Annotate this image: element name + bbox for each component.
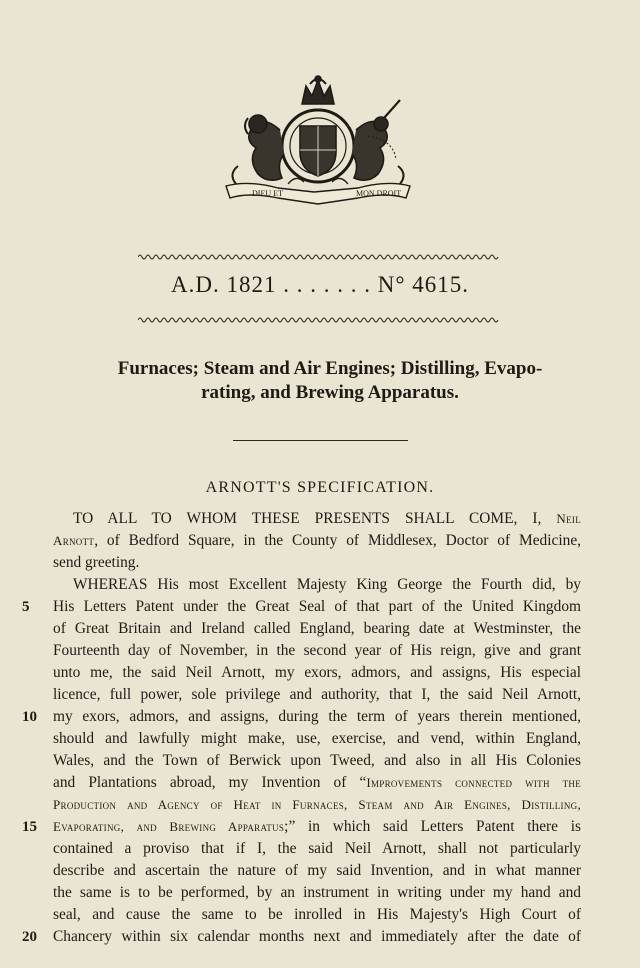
svg-text:MON DROIT: MON DROIT — [356, 189, 402, 198]
body-line-2: Arnott, of Bedford Square, in the County of Middlesex, Doctor of Medicine, — [53, 532, 581, 549]
body-line-8: unto me, the said Neil Arnott, my exors, admors, and assigns, His especial — [53, 664, 581, 681]
body-line-16: contained a proviso that if I, the said Neil Arnott, shall not particularly — [53, 840, 581, 857]
header-leaders: . . . . . . . — [283, 272, 371, 297]
svg-text:DIEU ET: DIEU ET — [252, 189, 283, 198]
ornamental-rule-top — [138, 253, 500, 261]
body-line-6: of Great Britain and Ireland called England, bearing date at Westminster, the — [53, 620, 581, 637]
ornamental-rule-bottom — [138, 316, 500, 324]
body-line-13: and Plantations abroad, my Invention of “Improvements connected with the — [53, 774, 581, 791]
patent-year: A.D. 1821 — [170, 272, 277, 297]
line-number-15: 15 — [22, 819, 37, 835]
body-line-3: send greeting. — [53, 554, 140, 571]
body-line-10: my exors, admors, and assigns, during the term of years therein mentioned, — [53, 708, 581, 725]
body-line-4: WHEREAS His most Excellent Majesty King George the Fourth did, by — [73, 576, 581, 593]
body-line-9: licence, full power, sole privilege and authority, that I, the said Neil Arnott, — [53, 686, 581, 703]
body-line-11: should and lawfully might make, use, exercise, and vend, within England, — [53, 730, 581, 747]
body-line-12: Wales, and the Town of Berwick upon Tweed, and also in all His Colonies — [53, 752, 581, 769]
body-line-17: describe and ascertain the nature of my said Invention, and in what manner — [53, 862, 581, 879]
line-number-20: 20 — [22, 929, 37, 945]
specification-heading: ARNOTT'S SPECIFICATION. — [205, 479, 435, 496]
body-line-5: His Letters Patent under the Great Seal of that part of the United Kingdom — [53, 598, 581, 615]
patent-title — [40, 357, 620, 405]
coat-of-arms-icon — [218, 74, 418, 209]
section-divider — [233, 440, 408, 441]
line-number-5: 5 — [22, 599, 30, 615]
body-line-14: Production and Agency of Heat in Furnaces, Steam and Air Engines, Distilling, — [53, 797, 581, 812]
body-line-1: TO ALL TO WHOM THESE PRESENTS SHALL COME, I, Neil — [73, 510, 582, 527]
body-line-15: Evaporating, and Brewing Apparatus;” in which said Letters Patent there is — [53, 818, 582, 835]
body-line-19: seal, and cause the same to be inrolled in His Majesty's High Court of — [53, 906, 581, 923]
line-number-10: 10 — [22, 709, 37, 725]
body-line-20: Chancery within six calendar months next and immediately after the date of — [53, 928, 581, 945]
title-line-1: Furnaces; Steam and Air Engines; Distilling, Evapo- — [117, 358, 543, 379]
body-line-7: Fourteenth day of November, in the second year of His reign, give and grant — [53, 642, 581, 659]
body-line-18: the same is to be performed, by an instrument in writing under my hand and — [53, 884, 581, 901]
title-line-2: rating, and Brewing Apparatus. — [201, 382, 459, 403]
royal-coat-of-arms — [218, 74, 418, 209]
patent-number: N° 4615. — [377, 272, 470, 297]
patent-header — [0, 272, 640, 298]
